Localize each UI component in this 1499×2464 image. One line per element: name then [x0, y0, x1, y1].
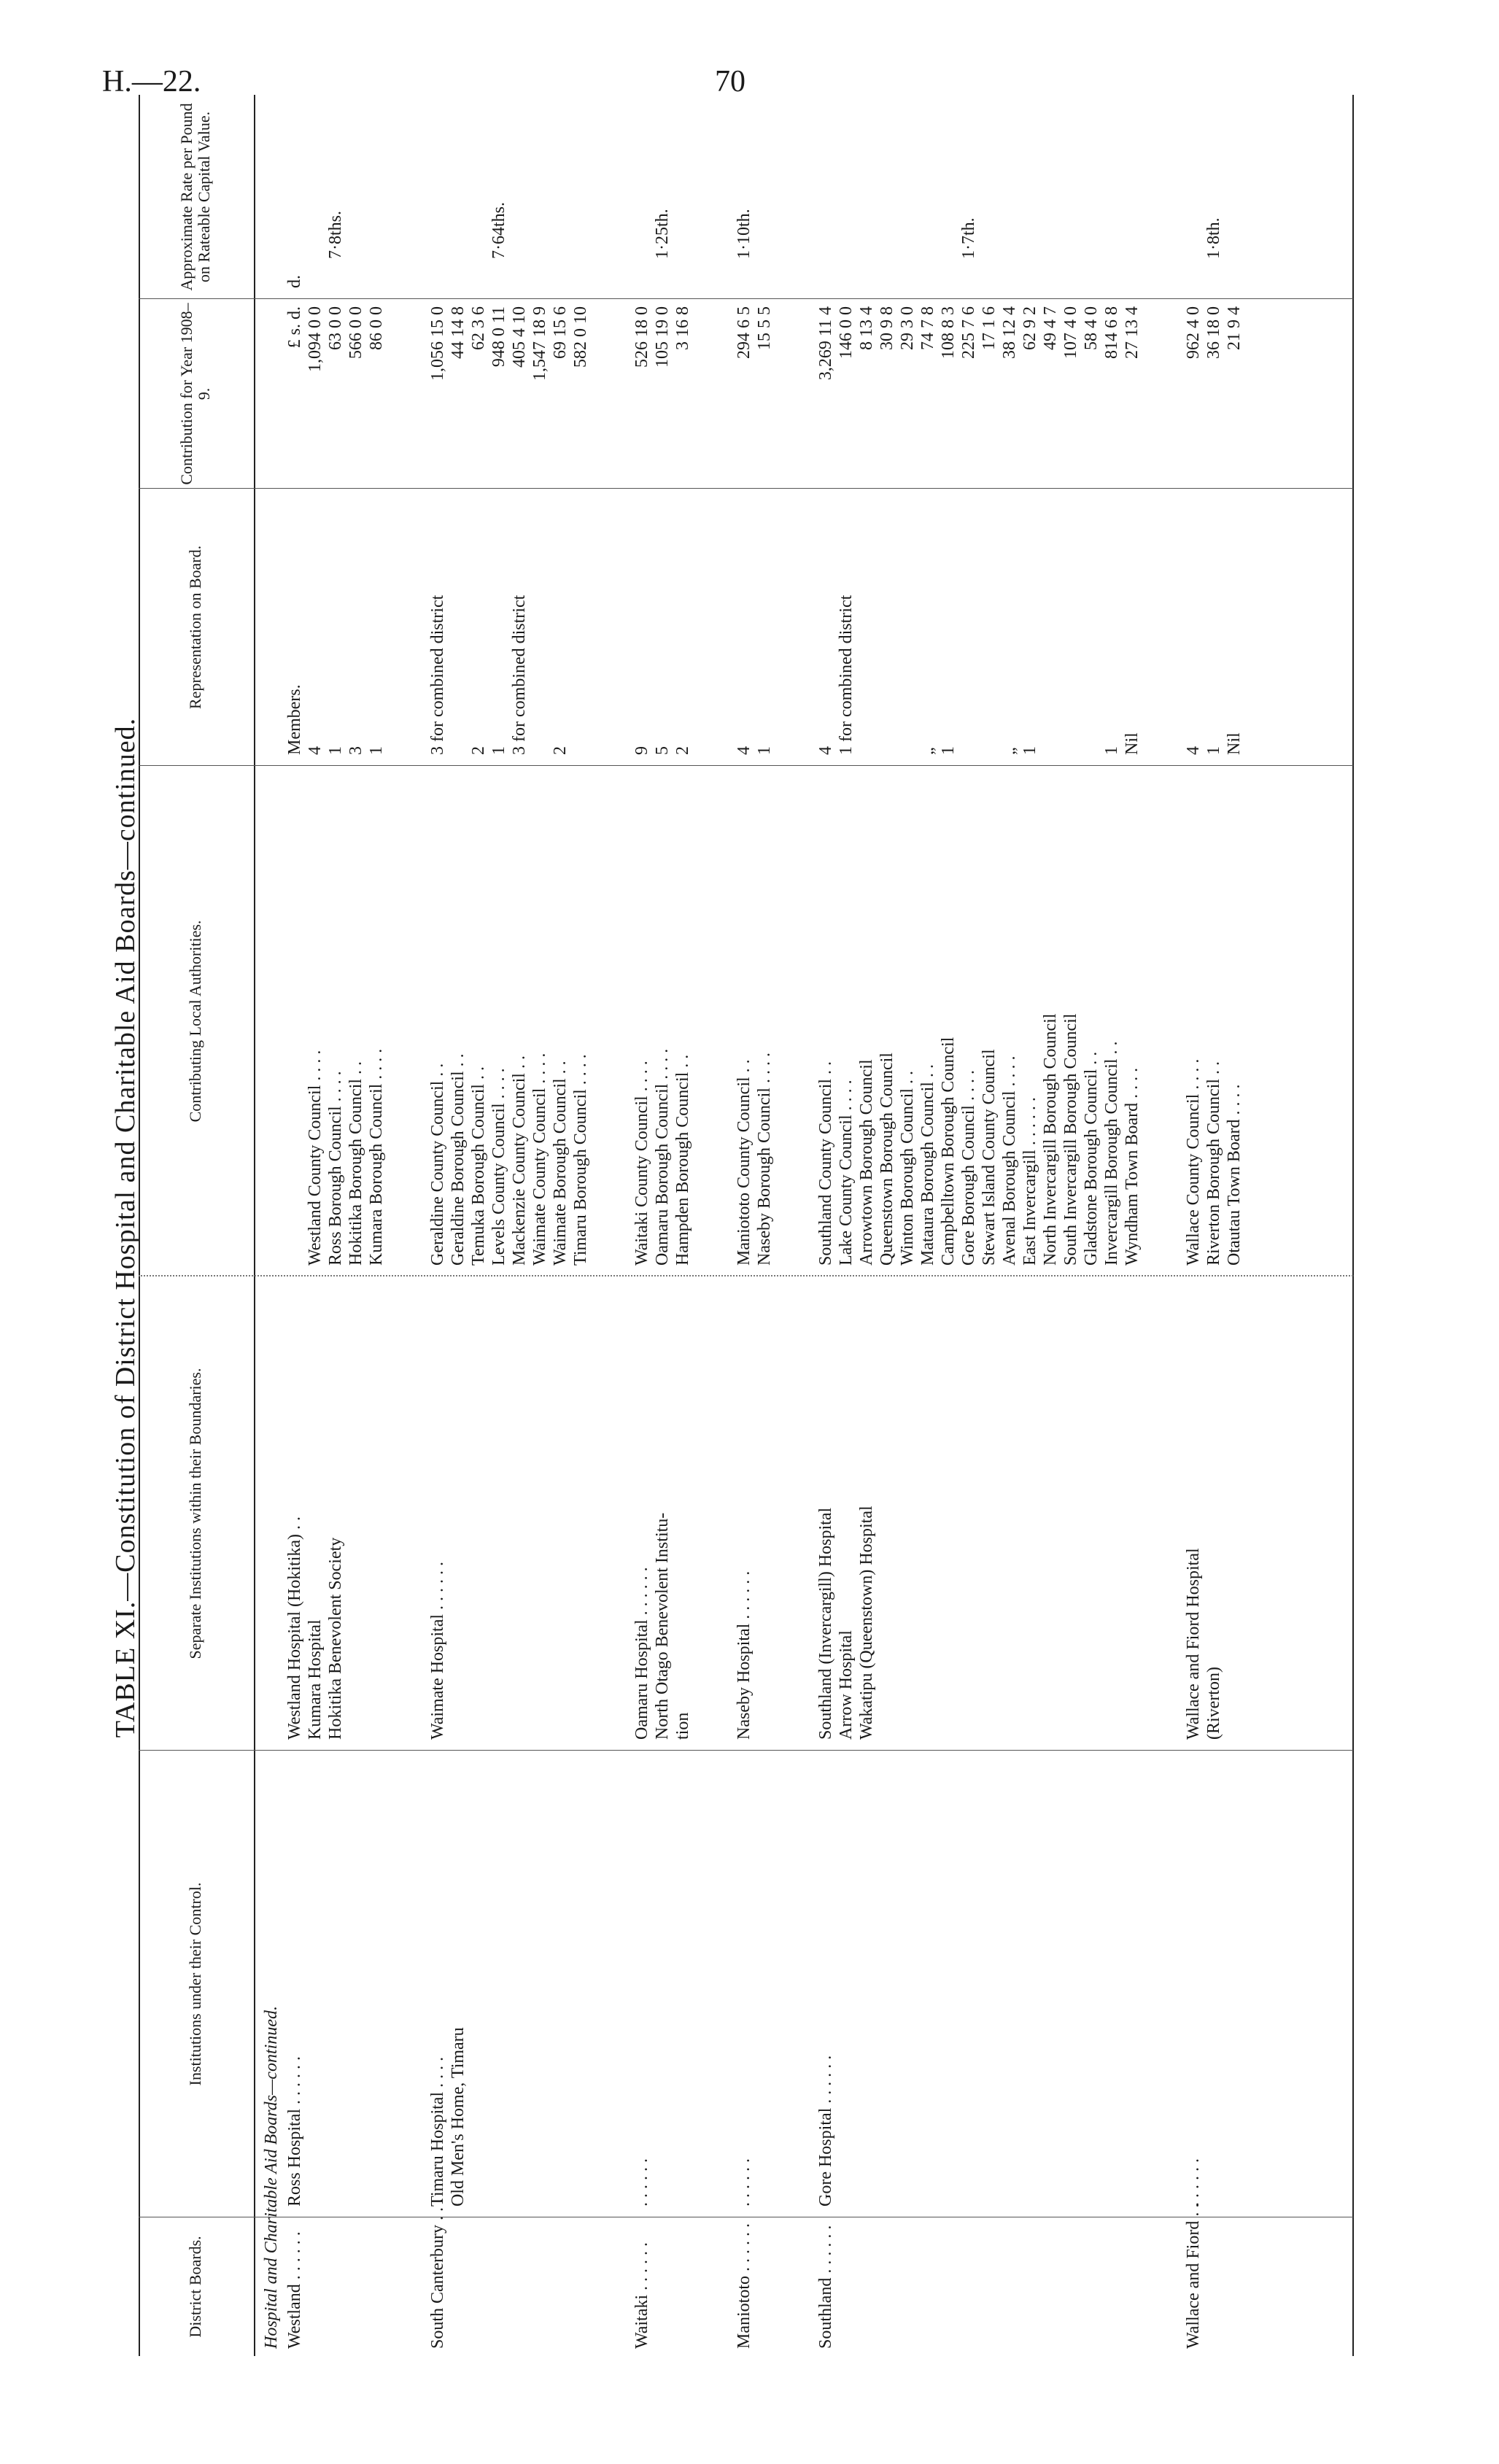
- representation-value: 1: [755, 746, 774, 755]
- header-rule: [254, 95, 255, 2356]
- separate-institution-line: (Riverton): [1204, 1667, 1223, 1740]
- column-header-local-authorities: Contributing Local Authorities.: [186, 920, 204, 1123]
- contribution-value: 107 4 0: [1061, 306, 1080, 359]
- institution-line: Timaru Hospital . . . .: [428, 2056, 447, 2207]
- representation-value: 2: [551, 746, 570, 755]
- district-board-name: Waitaki . . . . . .: [632, 2242, 651, 2349]
- representation-value: 2: [469, 746, 488, 755]
- column-header-district-boards: District Boards.: [186, 2236, 204, 2338]
- rate-value: 1·7th.: [959, 217, 978, 259]
- local-authority-line: Hokitika Borough Council . .: [346, 1061, 365, 1266]
- institution-line: . . . . . .: [1184, 2158, 1203, 2207]
- contribution-value: 69 15 6: [551, 306, 570, 359]
- contribution-value: 74 7 8: [918, 306, 937, 350]
- contribution-value: 49 4 7: [1041, 306, 1060, 350]
- contribution-value: 1,056 15 0: [428, 306, 447, 381]
- local-authority-line: Queenstown Borough Council: [878, 1053, 896, 1266]
- contribution-value: 108 8 3: [939, 306, 958, 359]
- page-header-left: H.—22.: [102, 65, 201, 98]
- district-board-name: Wallace and Fiord . .: [1184, 2203, 1203, 2349]
- local-authority-line: South Invercargill Borough Council: [1061, 1013, 1080, 1266]
- contribution-value: 62 9 2: [1020, 306, 1039, 350]
- local-authority-line: Timaru Borough Council . . . .: [571, 1054, 590, 1266]
- institution-line: Ross Hospital . . . . . .: [285, 2056, 304, 2207]
- local-authority-line: Avenal Borough Council . . . .: [1000, 1055, 1019, 1266]
- contribution-value: 86 0 0: [367, 306, 386, 350]
- representation-value: Nil: [1225, 732, 1244, 755]
- representation-value: 1: [489, 746, 508, 755]
- contribution-value: 962 4 0: [1184, 306, 1203, 359]
- column-divider-dotted: [139, 1275, 1353, 1276]
- local-authority-line: Riverton Borough Council . .: [1204, 1061, 1223, 1266]
- contribution-value: 3 16 8: [673, 306, 692, 350]
- contribution-value: 21 9 4: [1225, 306, 1244, 350]
- local-authority-line: Ross Borough Council . . . .: [326, 1071, 345, 1266]
- local-authority-line: North Invercargill Borough Council: [1041, 1013, 1060, 1266]
- constitution-table: [139, 95, 1353, 2356]
- column-divider: [139, 488, 1353, 489]
- representation-value: 3 for combined district: [428, 594, 447, 755]
- contribution-value: 814 6 8: [1102, 306, 1121, 359]
- column-header-representation: Representation on Board.: [186, 545, 204, 710]
- representation-value: 9: [632, 746, 651, 755]
- contribution-value: 27 13 4: [1123, 306, 1142, 359]
- contribution-value: 36 18 0: [1204, 306, 1223, 359]
- rate-value: 7·64ths.: [489, 202, 508, 259]
- column-header-separate-institutions: Separate Institutions within their Boundaries.: [186, 1368, 204, 1659]
- local-authority-line: Waimate Borough Council . .: [551, 1061, 570, 1266]
- contribution-value: 526 18 0: [632, 306, 651, 368]
- local-authority-line: Levels County Council . . . .: [489, 1068, 508, 1266]
- institution-line: . . . . . .: [735, 2158, 754, 2207]
- contribution-unit-label: £ s. d.: [285, 306, 304, 349]
- contribution-value: 62 3 6: [469, 306, 488, 350]
- local-authority-line: Geraldine County Council . .: [428, 1063, 447, 1266]
- separate-institution-line: Wallace and Fiord Hospital: [1184, 1548, 1203, 1740]
- local-authority-line: Hampden Borough Council . .: [673, 1054, 692, 1266]
- local-authority-line: Naseby Borough Council . . . .: [755, 1053, 774, 1266]
- local-authority-line: Maniototo County Council . .: [735, 1059, 754, 1266]
- separate-institution-line: Naseby Hospital . . . . . .: [735, 1570, 754, 1740]
- local-authority-line: Lake County Council . . . .: [837, 1080, 856, 1266]
- column-divider: [139, 1750, 1353, 1751]
- district-board-name: Maniototo . . . . . .: [735, 2223, 754, 2349]
- contribution-value: 29 3 0: [898, 306, 917, 350]
- separate-institution-line: Wakatipu (Queenstown) Hospital: [857, 1506, 876, 1740]
- column-header-institutions: Institutions under their Control.: [186, 1882, 204, 2086]
- representation-value: 4: [735, 746, 754, 755]
- local-authority-line: Wyndham Town Board . . . .: [1123, 1067, 1142, 1266]
- representation-value: „: [918, 747, 937, 755]
- representation-value: 1: [1102, 746, 1121, 755]
- separate-institution-line: Southland (Invercargill) Hospital: [816, 1507, 835, 1740]
- local-authority-line: Kumara Borough Council . . . .: [367, 1048, 386, 1266]
- rate-value: 1·8th.: [1204, 217, 1223, 259]
- separate-institution-line: Arrow Hospital: [837, 1630, 856, 1740]
- institution-line: . . . . . .: [632, 2158, 651, 2207]
- local-authority-line: Mackenzie County Council . .: [510, 1055, 529, 1266]
- separate-institution-line: Westland Hospital (Hokitika) . .: [285, 1516, 304, 1740]
- contribution-value: 948 0 11: [489, 306, 508, 368]
- representation-unit-label: Members.: [285, 684, 304, 755]
- contribution-value: 30 9 8: [878, 306, 896, 350]
- contribution-value: 38 12 4: [1000, 306, 1019, 359]
- local-authority-line: Gladstone Borough Council . .: [1082, 1051, 1101, 1266]
- contribution-value: 58 4 0: [1082, 306, 1101, 350]
- table-caption: TABLE XI.—Constitution of District Hospital and Charitable Aid Boards—continued.: [110, 717, 141, 1738]
- local-authority-line: Wallace County Council . . . .: [1184, 1058, 1203, 1266]
- local-authority-line: Campbelltown Borough Council: [939, 1037, 958, 1266]
- local-authority-line: Arrowtown Borough Council: [857, 1059, 876, 1266]
- contribution-value: 44 14 8: [449, 306, 468, 359]
- contribution-value: 582 0 10: [571, 306, 590, 368]
- contribution-value: 3,269 11 4: [816, 306, 835, 381]
- table-bottom-rule: [1352, 95, 1354, 2356]
- contribution-value: 1,547 18 9: [530, 306, 549, 381]
- local-authority-line: Gore Borough Council . . . .: [959, 1070, 978, 1266]
- contribution-value: 1,094 0 0: [306, 306, 325, 372]
- representation-value: Nil: [1123, 732, 1142, 755]
- representation-value: 2: [673, 746, 692, 755]
- representation-value: 3 for combined district: [510, 594, 529, 755]
- local-authority-line: Westland County Council . . . .: [306, 1050, 325, 1266]
- local-authority-line: Waimate County Council . . . .: [530, 1053, 549, 1266]
- representation-value: 1: [939, 746, 958, 755]
- separate-institution-line: Hokitika Benevolent Society: [326, 1537, 345, 1740]
- page-number: 70: [715, 65, 745, 98]
- local-authority-line: Oamaru Borough Council . . . .: [653, 1048, 672, 1266]
- column-header-contribution: Contribution for Year 1908–9.: [177, 303, 213, 485]
- rate-value: 7·8ths.: [326, 211, 345, 259]
- separate-institution-line: tion: [673, 1712, 692, 1740]
- contribution-value: 146 0 0: [837, 306, 856, 359]
- contribution-value: 63 0 0: [326, 306, 345, 350]
- representation-value: 1: [326, 746, 345, 755]
- representation-value: 1: [1020, 746, 1039, 755]
- local-authority-line: Waitaki County Council . . . .: [632, 1061, 651, 1266]
- local-authority-line: Stewart Island County Council: [980, 1049, 999, 1266]
- rate-value: 1·10th.: [735, 209, 754, 259]
- local-authority-line: Temuka Borough Council . .: [469, 1066, 488, 1266]
- column-divider: [139, 298, 1353, 299]
- local-authority-line: Winton Borough Council . .: [898, 1070, 917, 1266]
- column-header-rate: Approximate Rate per Pound on Rateable Capital Value.: [177, 103, 213, 291]
- rate-unit-label: d.: [285, 275, 304, 288]
- local-authority-line: Southland County Council . .: [816, 1061, 835, 1266]
- representation-value: 1: [367, 746, 386, 755]
- local-authority-line: Otautau Town Board . . . .: [1225, 1084, 1244, 1266]
- local-authority-line: East Invercargill . . . . . .: [1020, 1097, 1039, 1266]
- representation-value: 1 for combined district: [837, 594, 856, 755]
- representation-value: 5: [653, 746, 672, 755]
- institution-line: Gore Hospital . . . . . .: [816, 2055, 835, 2207]
- table-top-rule: [139, 95, 140, 2356]
- contribution-value: 8 13 4: [857, 306, 876, 350]
- column-divider: [139, 765, 1353, 766]
- rate-value: 1·25th.: [653, 209, 672, 259]
- section-heading: Hospital and Charitable Aid Boards—continued.: [262, 2005, 281, 2349]
- contribution-value: 15 5 5: [755, 306, 774, 350]
- local-authority-line: Geraldine Borough Council . .: [449, 1053, 468, 1266]
- representation-value: 4: [816, 746, 835, 755]
- contribution-value: 405 4 10: [510, 306, 529, 368]
- district-board-name: Westland . . . . . .: [285, 2231, 304, 2349]
- separate-institution-line: North Otago Benevolent Institu-: [653, 1512, 672, 1740]
- contribution-value: 225 7 6: [959, 306, 978, 359]
- contribution-value: 105 19 0: [653, 306, 672, 368]
- local-authority-line: Invercargill Borough Council . .: [1102, 1041, 1121, 1266]
- local-authority-line: Mataura Borough Council . .: [918, 1064, 937, 1266]
- representation-value: 3: [346, 746, 365, 755]
- representation-value: 4: [1184, 746, 1203, 755]
- district-board-name: South Canterbury . . .: [428, 2198, 447, 2349]
- separate-institution-line: Waimate Hospital . . . . . .: [428, 1561, 447, 1740]
- institution-line: Old Men's Home, Timaru: [449, 2027, 468, 2207]
- representation-value: 4: [306, 746, 325, 755]
- contribution-value: 17 1 6: [980, 306, 999, 350]
- representation-value: „: [1000, 747, 1019, 755]
- representation-value: 1: [1204, 746, 1223, 755]
- separate-institution-line: Kumara Hospital: [306, 1619, 325, 1740]
- separate-institution-line: Oamaru Hospital . . . . . .: [632, 1567, 651, 1740]
- district-board-name: Southland . . . . . .: [816, 2225, 835, 2349]
- contribution-value: 294 6 5: [735, 306, 754, 359]
- contribution-value: 566 0 0: [346, 306, 365, 359]
